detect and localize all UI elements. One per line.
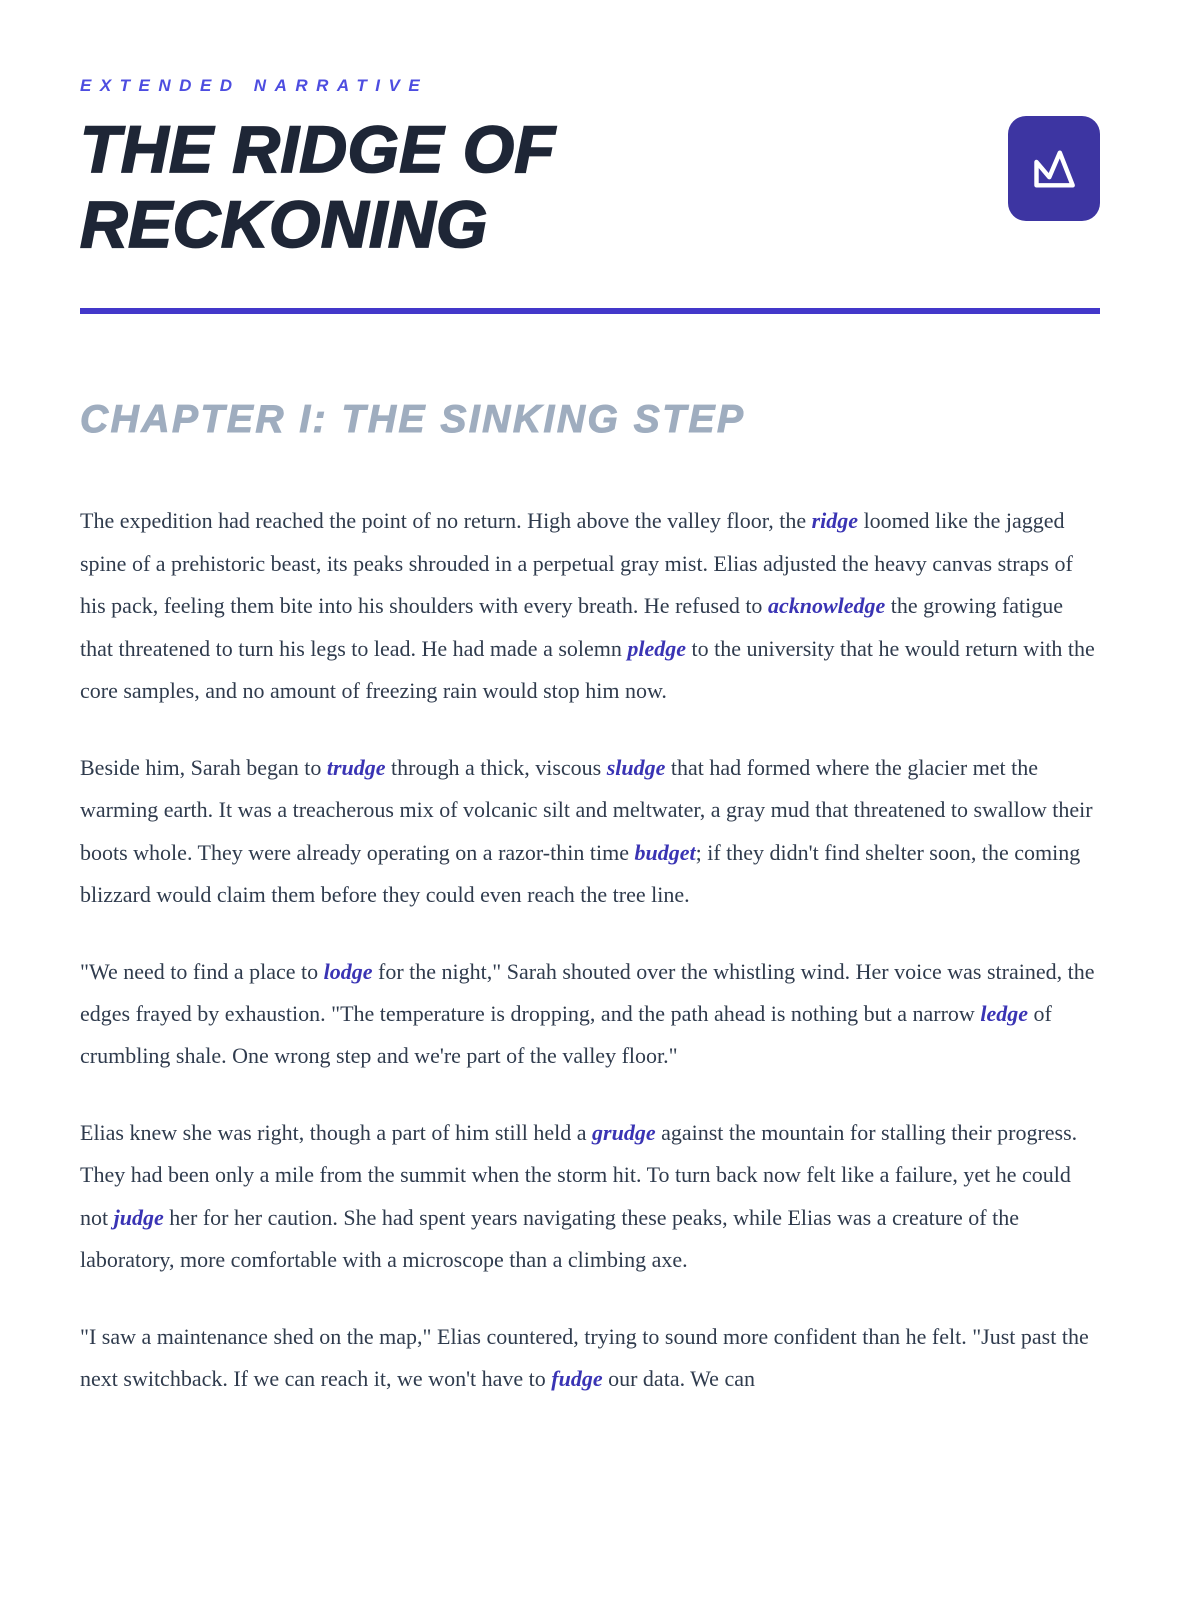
text-run: ; if they didn't find shelter soon, the coming blizzard would claim them before they could even reach the tree line. bbox=[80, 839, 1081, 908]
text-run: our data. We can bbox=[602, 1366, 755, 1392]
text-run: for the night," Sarah shouted over the whistling wind. Her voice was strained, the edges frayed by exhaustion. "The temperature is dropping, and the path ahead is nothing but a narrow bbox=[80, 958, 1095, 1026]
paragraph bbox=[80, 951, 1100, 1078]
title-divider bbox=[80, 308, 1100, 314]
chapter-heading: CHAPTER I: THE SINKING STEP bbox=[80, 398, 746, 442]
vocab-word: judge bbox=[113, 1204, 164, 1230]
text-run: loomed like the jagged spine of a prehistoric beast, its peaks shrouded in a perpetual gray mist. Elias adjusted the heavy canvas straps of his pack, feeling them bite into his shoulders with every breath. He refused to bbox=[80, 508, 1073, 619]
mountain-icon bbox=[1026, 141, 1082, 197]
vocab-word: ridge bbox=[811, 508, 859, 534]
text-run: Beside him, Sarah began to bbox=[80, 754, 327, 780]
vocab-word: lodge bbox=[323, 958, 373, 984]
vocab-word: grudge bbox=[592, 1119, 656, 1145]
text-run: to the university that he would return with the core samples, and no amount of freezing rain would stop him now. bbox=[80, 635, 1095, 704]
vocab-word: fudge bbox=[551, 1366, 603, 1392]
text-run: that had formed where the glacier met the warming earth. It was a treacherous mix of volcanic silt and meltwater, a gray mud that threatened to swallow their boots whole. They were already operating on a razor-thin time bbox=[80, 754, 1093, 865]
text-run: her for her caution. She had spent years navigating these peaks, while Elias was a creature of the laboratory, more comfortable with a microscope than a climbing axe. bbox=[80, 1204, 1019, 1273]
paragraph bbox=[80, 1112, 1100, 1282]
vocab-word: ledge bbox=[980, 1001, 1028, 1026]
logo-badge bbox=[1008, 116, 1100, 221]
text-run: Elias knew she was right, though a part of him still held a bbox=[80, 1119, 593, 1145]
paragraph bbox=[80, 747, 1100, 917]
kicker-label: EXTENDED NARRATIVE bbox=[80, 76, 429, 95]
vocab-word: acknowledge bbox=[767, 593, 886, 619]
text-run: the growing fatigue that threatened to turn his legs to lead. He had made a solemn bbox=[80, 593, 1064, 661]
header bbox=[80, 112, 1100, 262]
vocab-word: sludge bbox=[606, 754, 666, 780]
vocab-word: trudge bbox=[326, 754, 386, 780]
vocab-word: pledge bbox=[627, 635, 687, 661]
text-run: "I saw a maintenance shed on the map," Elias countered, trying to sound more confident than he felt. "Just past the next switchback. If we can reach it, we won't have to bbox=[80, 1323, 1089, 1392]
text-run: of crumbling shale. One wrong step and we're part of the valley floor." bbox=[80, 1001, 1052, 1069]
text-run: "We need to find a place to bbox=[80, 958, 324, 984]
text-run: against the mountain for stalling their progress. They had been only a mile from the summit when the storm hit. To turn back now felt like a failure, yet he could not bbox=[80, 1119, 1078, 1230]
paragraph bbox=[80, 500, 1100, 712]
paragraph bbox=[80, 1316, 1100, 1401]
text-run: through a thick, viscous bbox=[385, 754, 607, 780]
text-run: The expedition had reached the point of no return. High above the valley floor, the bbox=[80, 508, 812, 534]
vocab-word: budget bbox=[634, 839, 696, 865]
page-title: THE RIDGE OF RECKONING bbox=[80, 112, 556, 262]
article-body bbox=[80, 500, 1100, 1400]
